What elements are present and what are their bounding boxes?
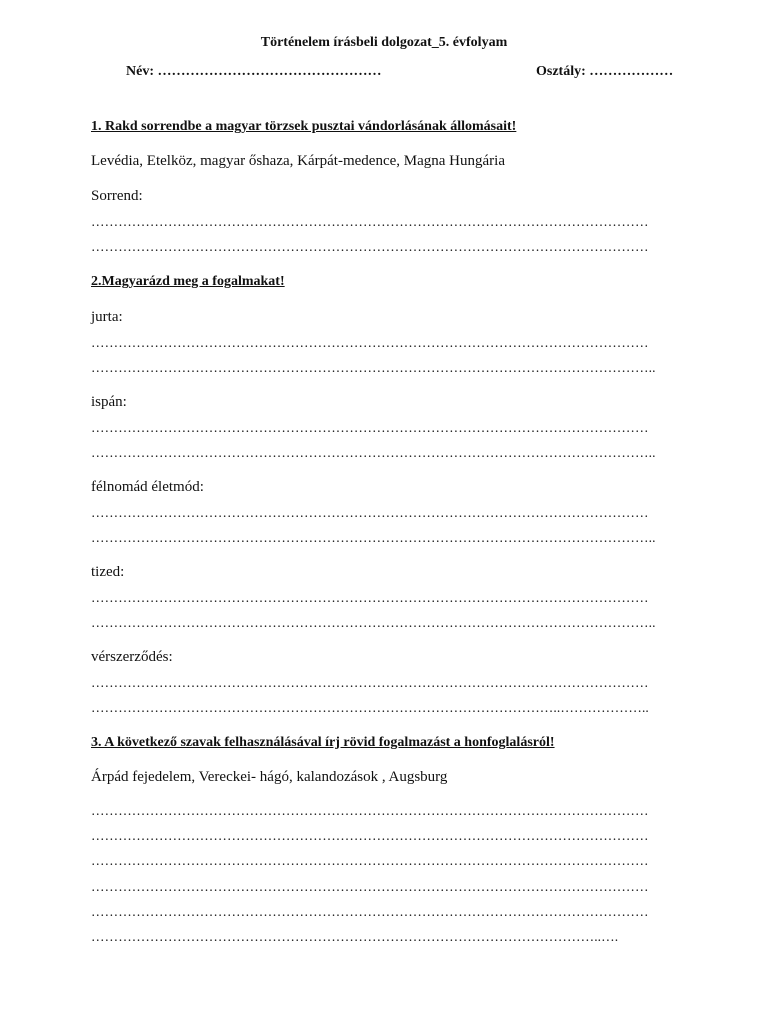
term-label: vérszerződés:	[91, 649, 173, 665]
class-field: Osztály: ………………	[536, 64, 674, 79]
answer-line: ……………………………………………………………………………………………………………	[91, 879, 649, 894]
answer-line: ……………………………………………………………………………………………………………..	[91, 445, 656, 460]
question-2-heading: 2.Magyarázd meg a fogalmakat!	[91, 274, 285, 289]
answer-line: ……………………………………………………………………………………………………………	[91, 828, 649, 843]
answer-line: ……………………………………………………………………………………………………………..	[91, 360, 656, 375]
answer-line: ……………………………………………………………………………………………………………..	[91, 530, 656, 545]
term-label: félnomád életmód:	[91, 479, 204, 495]
order-label: Sorrend:	[91, 188, 143, 204]
term-label: tized:	[91, 564, 125, 580]
answer-line: ……………………………………………………………………………………………………………	[91, 239, 649, 254]
question-3-words: Árpád fejedelem, Vereckei- hágó, kalandozások , Augsburg	[91, 769, 448, 785]
answer-line: ……………………………………………………………………………………………………………	[91, 590, 649, 605]
question-1-items: Levédia, Etelköz, magyar őshaza, Kárpát-medence, Magna Hungária	[91, 153, 505, 169]
answer-line: ……………………………………………………………………………………………………………	[91, 420, 649, 435]
question-1-heading: 1. Rakd sorrendbe a magyar törzsek pusztai vándorlásának állomásait!	[91, 119, 517, 134]
answer-line: ……………………………………………………………………………………………………………..	[91, 615, 656, 630]
answer-line: ……………………………………………………………………………………………………………	[91, 675, 649, 690]
name-field: Név: …………………………………………	[126, 64, 382, 79]
answer-line: ……………………………………………………………………………………………………………	[91, 853, 649, 868]
answer-line: ……………………………………………………………………………………………………………	[91, 803, 649, 818]
answer-line: ……………………………………………………………………………………………………………	[91, 214, 649, 229]
term-label: jurta:	[91, 309, 123, 325]
page-title: Történelem írásbeli dolgozat_5. évfolyam	[260, 35, 508, 50]
answer-line: ……………………………………………………………………………………………………………	[91, 335, 649, 350]
question-3-heading: 3. A következő szavak felhasználásával írj rövid fogalmazást a honfoglalásról!	[91, 735, 555, 750]
term-label: ispán:	[91, 394, 127, 410]
answer-line: …………………………………………………………………………………………………..….	[91, 929, 619, 944]
answer-line: ……………………………………………………………………………………………………………	[91, 904, 649, 919]
answer-line: ……………………………………………………………………………………………………………	[91, 505, 649, 520]
answer-line: …………………………………………………………………………………………..………………..	[91, 700, 649, 715]
